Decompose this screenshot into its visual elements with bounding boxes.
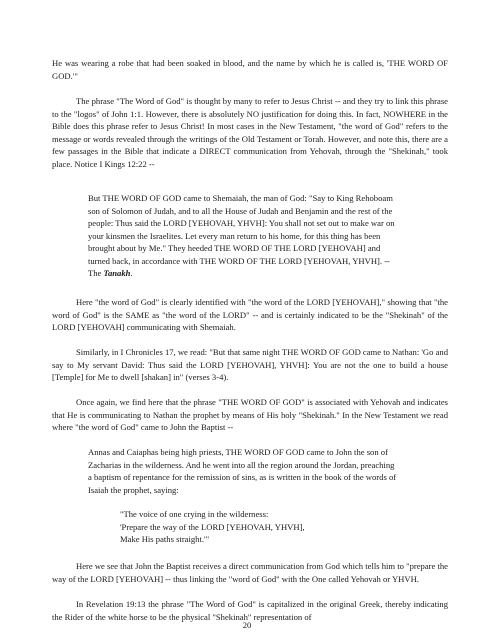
paragraph-shemaiah: Here "the word of God" is clearly identified with "the word of the LORD [YEHOVAH]," showing that "the word of God" is the SAME as "the word of the LORD" -- and is certainly indicated to be the "Shekinah" of the LORD [YEHOVAH] communicating with Shemaiah. [52,297,448,332]
source-suffix: . [130,268,133,278]
poem-line: Make His paths straight.'" [120,534,210,544]
quote-source [88,267,436,280]
quote-line: turned back, in accordance with THE WORD OF THE LORD [YEHOVAH, YHVH]. -- [88,255,390,266]
paragraph-revelation: In Revelation 19:13 the phrase "The Word of God" is capitalized in the original Greek, thereby indicating the Rider of the white horse to be the physical "Shekinah" representation of [52,599,448,622]
source-prefix: The [88,268,104,278]
paragraph-chronicles: Similarly, in I Chronicles 17, we read: "But that same night THE WORD OF GOD came to Nathan: 'Go and say to My servant David: Thus said the LORD [YEHOVAH], YHVH]: You are not the one to build a house [Temple] for Me to dwell [shakan] in" (verses 3-4). [52,347,448,382]
poem-line: 'Prepare the way of the LORD [YEHOVAH, YHVH], [120,521,305,532]
quote-line: a baptism of repentance for the remission of sins, as is written in the book of the words of [88,472,397,482]
quote-line: son of Solomon of Judah, and to all the House of Judah and Benjamin and the rest of the [88,205,393,216]
quote-line: Zacharias in the wilderness. And he went into all the region around the Jordan, preaching [88,459,395,470]
paragraph-nathan: Once again, we find here that the phrase "THE WORD OF GOD" is associated with Yehovah and indicates that He is communicating to Nathan the prophet by means of His holy "Shekinah." In the New Testament we read where "the word of God" came to John the Baptist -- [52,397,448,432]
paragraph-word-of-god: The phrase "The Word of God" is thought by many to refer to Jesus Christ -- and they try to link this phrase to the "logos" of John 1:1. However, there is absolutely NO justification for doing this. In fact, NOWHERE in the Bible does this phrase refer to Jesus Christ! In most cases in the New Testament, "the word of God" refers to the message or words revealed through the writings of the Old Testament or Torah. However, and note this, there are a few passages in the Bible that indicate a DIRECT communication from Yehovah, through the "Shekinah," took place. Notice I Kings 12:22 -- [52,96,448,169]
quote-isaiah [120,508,420,546]
quote-line: Annas and Caiaphas being high priests, THE WORD OF GOD came to John the son of [88,447,388,457]
paragraph-john-baptist: Here we see that John the Baptist receives a direct communication from God which tells him to "prepare the way of the LORD [YEHOVAH] -- thus linking the "word of God" with the One called Yehovah or YHVH. [52,561,448,584]
quote-kings [88,192,436,280]
source-title: Tanakh [103,268,131,278]
paragraph-intro: He was wearing a robe that had been soaked in blood, and the name by which he is called is, 'THE WORD OF GOD.'" [52,58,448,81]
quote-line: But THE WORD OF GOD came to Shemaiah, the man of God: "Say to King Rehoboam [88,193,393,203]
quote-luke [88,446,446,496]
quote-line: people: Thus said the LORD [YEHOVAH, YHVH]: You shall not set out to make war on [88,218,395,228]
page-number: 20 [242,620,252,630]
poem-line: "The voice of one crying in the wilderness: [120,509,269,519]
quote-line: your kinsmen the Israelites. Let every man return to his home, for this thing has been [88,230,381,241]
quote-line: Isaiah the prophet, saying: [88,484,179,495]
quote-line: brought about by Me." They heeded THE WORD OF THE LORD [YEHOVAH] and [88,243,381,253]
